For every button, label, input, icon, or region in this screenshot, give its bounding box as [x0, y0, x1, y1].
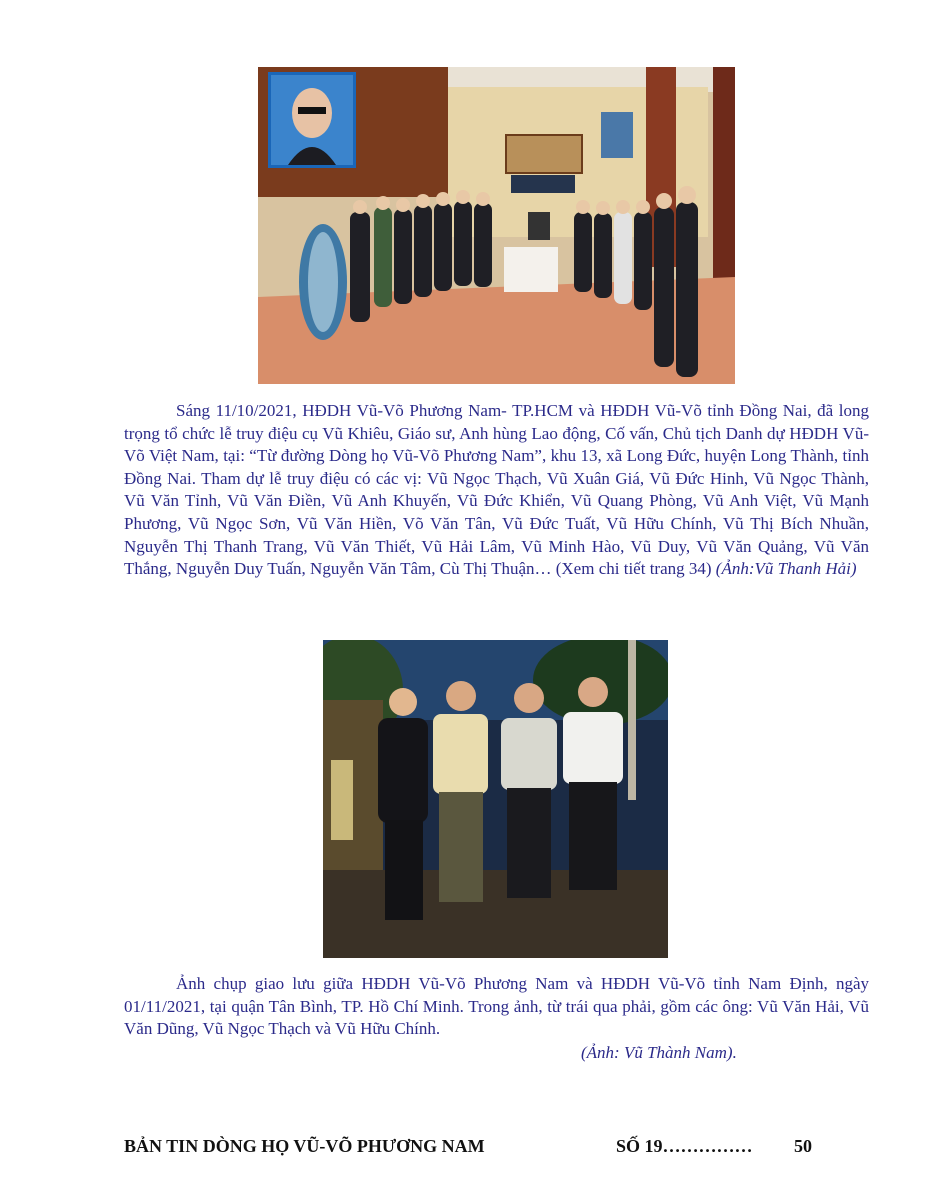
ceremony-photo-illustration: [258, 67, 735, 384]
night-group-photo-illustration: [323, 640, 668, 958]
ceremony-caption-text: Sáng 11/10/2021, HĐDH Vũ-Võ Phương Nam- TP.HCM và HĐDH Vũ-Võ tỉnh Đồng Nai, đã long trọng tổ chức lễ truy điệu cụ Vũ Khiêu, Giáo sư, Anh hùng Lao động, Cố vấn, Chủ tịch Danh dự HĐDH Vũ-Võ Việt Nam, tại: “Từ đường Dòng họ Vũ-Võ Phương Nam”, khu 13, xã Long Đức, huyện Long Thành, tỉnh Đồng Nai. Tham dự lễ truy điệu có các vị: Vũ Ngọc Thạch, Vũ Xuân Giá, Vũ Đức Hinh, Vũ Ngọc Thành, Vũ Văn Tỉnh, Vũ Văn Điền, Vũ Anh Khuyến, Vũ Đức Khiển, Vũ Quang Phòng, Vũ Anh Việt, Vũ Mạnh Phương, Vũ Ngọc Sơn, Vũ Văn Hiền, Võ Văn Tân, Vũ Đức Tuất, Vũ Hữu Chính, Vũ Thị Bích Nhuần, Nguyễn Thị Thanh Trang, Vũ Văn Thiết, Vũ Hải Lâm, Vũ Minh Hào, Vũ Duy, Vũ Văn Quảng, Vũ Văn Thắng, Nguyễn Duy Tuấn, Nguyễn Văn Tâm, Cù Thị Thuận… (Xem chi tiết trang 34): [124, 401, 869, 579]
page-number: 50: [794, 1136, 812, 1156]
night-photo-caption-text: Ảnh chụp giao lưu giữa HĐDH Vũ-Võ Phương Nam và HĐDH Vũ-Võ tỉnh Nam Định, ngày 01/11/2021, tại quận Tân Bình, TP. Hồ Chí Minh. Trong ảnh, từ trái qua phải, gồm các ông: Vũ Văn Hải, Vũ Văn Dũng, Vũ Ngọc Thạch và Vũ Hữu Chính.: [124, 974, 869, 1039]
night-photo-credit: (Ảnh: Vũ Thành Nam).: [581, 1043, 737, 1062]
ceremony-caption: [124, 400, 869, 581]
night-group-photo: [323, 640, 668, 958]
page-footer: [124, 1136, 824, 1160]
night-photo-caption: [124, 973, 869, 1041]
ceremony-photo-credit: (Ảnh:Vũ Thanh Hải): [715, 559, 857, 579]
ceremony-photo: [258, 67, 735, 384]
newsletter-title: BẢN TIN DÒNG HỌ VŨ-VÕ PHƯƠNG NAM: [124, 1136, 485, 1156]
issue-number: SỐ 19……………: [616, 1136, 753, 1156]
